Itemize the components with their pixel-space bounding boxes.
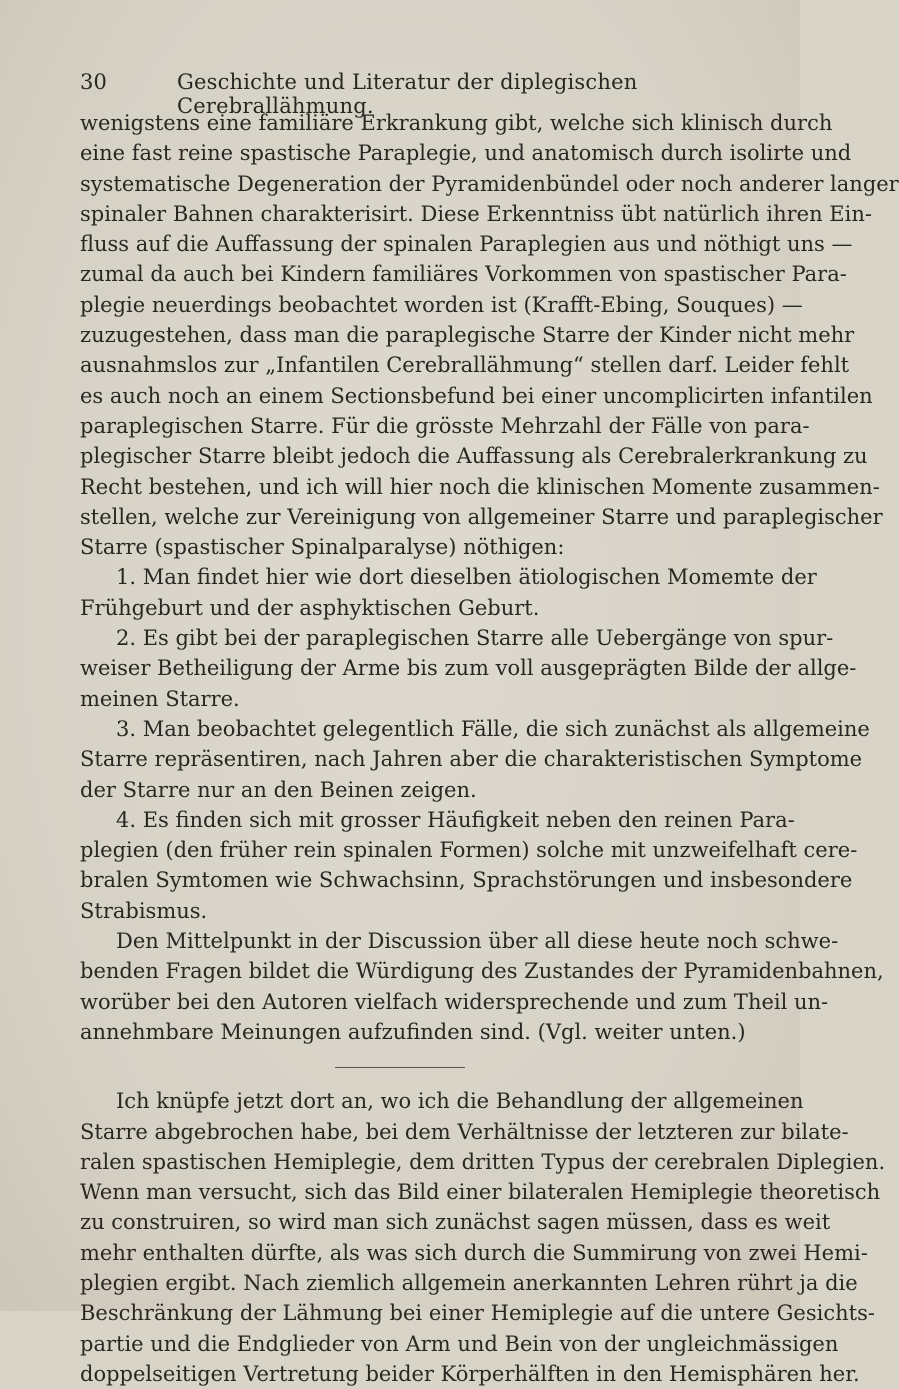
text-line: stellen, welche zur Vereinigung von allgemeiner Starre und paraplegischer <box>80 504 883 529</box>
text-line: partie und die Endglieder von Arm und Bein von der ungleichmässigen <box>80 1331 839 1356</box>
list-item-3: 3. Man beobachtet gelegentlich Fälle, die sich zunächst als allgemeine <box>116 716 870 741</box>
text-line: zuzugestehen, dass man die paraplegische Starre der Kinder nicht mehr <box>80 323 855 348</box>
text-line: benden Fragen bildet die Würdigung des Zustandes der Pyramidenbahnen, <box>80 959 884 984</box>
text-line: Strabismus. <box>80 898 208 923</box>
text-line: plegischer Starre bleibt jedoch die Auffassung als Cerebralerkrankung zu <box>80 444 868 469</box>
text-line: annehmbare Meinungen aufzufinden sind. (Vgl. weiter unten.) <box>80 1019 746 1044</box>
text-line: bralen Symtomen wie Schwachsinn, Sprachstörungen und insbesondere <box>80 868 853 893</box>
body-text <box>80 108 899 1389</box>
text-line: zu construiren, so wird man sich zunächst sagen müssen, dass es weit <box>80 1210 831 1235</box>
text-line: Wenn man versucht, sich das Bild einer bilateralen Hemiplegie theoretisch <box>80 1180 881 1205</box>
page-number: 30 <box>80 70 108 94</box>
list-item-4: 4. Es finden sich mit grosser Häufigkeit neben den reinen Para- <box>116 807 795 832</box>
text-line: Recht bestehen, und ich will hier noch die klinischen Momente zusammen- <box>80 474 880 499</box>
text-line: mehr enthalten dürfte, als was sich durch die Summirung von zwei Hemi- <box>80 1240 868 1265</box>
text-line: eine fast reine spastische Paraplegie, und anatomisch durch isolirte und <box>80 141 852 166</box>
text-line: systematische Degeneration der Pyramidenbündel oder noch anderer langer <box>80 171 899 196</box>
text-line: Frühgeburt und der asphyktischen Geburt. <box>80 595 540 620</box>
text-line: worüber bei den Autoren vielfach widersprechende und zum Theil un- <box>80 989 829 1014</box>
paragraph-start: Ich knüpfe jetzt dort an, wo ich die Behandlung der allgemeinen <box>116 1089 804 1114</box>
text-line: zumal da auch bei Kindern familiäres Vorkommen von spastischer Para- <box>80 262 847 287</box>
section-divider <box>335 1067 465 1068</box>
text-line: plegie neuerdings beobachtet worden ist (Krafft-Ebing, Souques) — <box>80 292 803 317</box>
text-line: fluss auf die Auffassung der spinalen Paraplegien aus und nöthigt uns — <box>80 232 853 257</box>
running-title: Geschichte und Literatur der diplegischen Cerebrallähmung. <box>177 70 638 118</box>
text-line: paraplegischen Starre. Für die grösste Mehrzahl der Fälle von para- <box>80 413 810 438</box>
text-line: Beschränkung der Lähmung bei einer Hemiplegie auf die untere Gesichts- <box>80 1301 875 1326</box>
text-line: es auch noch an einem Sectionsbefund bei einer uncomplicirten infantilen <box>80 383 873 408</box>
paragraph-start: Den Mittelpunkt in der Discussion über all diese heute noch schwe- <box>116 929 839 954</box>
list-item-2: 2. Es gibt bei der paraplegischen Starre alle Uebergänge von spur- <box>116 626 834 651</box>
text-line: wenigstens eine familiäre Erkrankung gibt, welche sich klinisch durch <box>80 111 833 135</box>
text-line: spinaler Bahnen charakterisirt. Diese Erkenntniss übt natürlich ihren Ein- <box>80 201 872 226</box>
running-header <box>80 70 760 118</box>
text-line: Starre abgebrochen habe, bei dem Verhältnisse der letzteren zur bilate- <box>80 1119 849 1144</box>
text-line: weiser Betheiligung der Arme bis zum voll ausgeprägten Bilde der allge- <box>80 656 857 681</box>
text-line: meinen Starre. <box>80 686 240 711</box>
text-line: doppelseitigen Vertretung beider Körperhälften in den Hemisphären her. <box>80 1361 860 1386</box>
text-line: Starre (spastischer Spinalparalyse) nöthigen: <box>80 535 565 560</box>
text-line: der Starre nur an den Beinen zeigen. <box>80 777 477 802</box>
text-line: plegien ergibt. Nach ziemlich allgemein anerkannten Lehren rührt ja die <box>80 1270 858 1295</box>
text-line: ralen spastischen Hemiplegie, dem dritten Typus der cerebralen Diplegien. <box>80 1149 886 1174</box>
list-item-1: 1. Man findet hier wie dort dieselben ätiologischen Momemte der <box>116 565 817 590</box>
text-line: ausnahmslos zur „Infantilen Cerebrallähmung“ stellen darf. Leider fehlt <box>80 353 850 378</box>
text-line: plegien (den früher rein spinalen Formen) solche mit unzweifelhaft cere- <box>80 838 858 863</box>
text-line: Starre repräsentiren, nach Jahren aber die charakteristischen Symptome <box>80 747 863 772</box>
